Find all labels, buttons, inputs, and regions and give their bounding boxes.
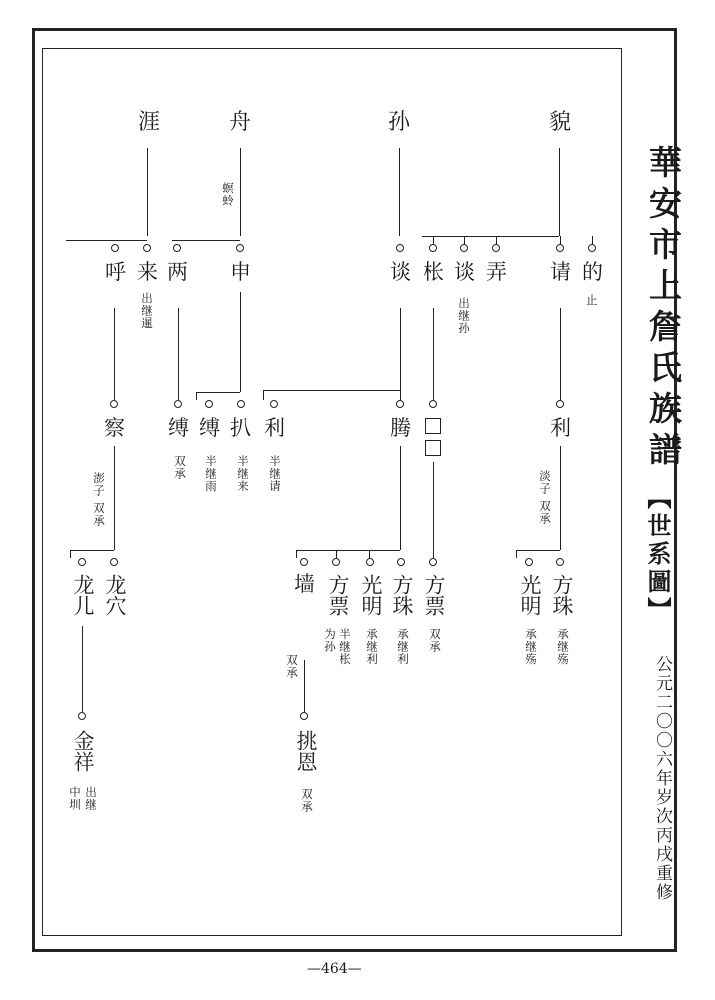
name-tiaoen: 挑恩 [294, 730, 318, 772]
name-jinxiang: 金祥 [71, 730, 95, 772]
name-nong: 弄 [486, 260, 507, 284]
note-li1-b: 双承 [538, 500, 552, 525]
line [400, 390, 401, 400]
name-longer: 龙儿 [71, 574, 95, 616]
note-tiaoen: 双承 [300, 788, 314, 813]
note-lai: 出继暹 [140, 292, 154, 330]
line [516, 550, 560, 551]
node-jinxiang [78, 712, 86, 720]
line [422, 236, 559, 237]
revision-date: 公元二〇〇六年岁次丙戌重修 [652, 655, 672, 902]
name-fangpiao1: 方票 [422, 574, 446, 616]
line [304, 660, 305, 712]
inner-frame [42, 48, 622, 936]
node-nong [492, 244, 500, 252]
node-liang [173, 244, 181, 252]
section-title: 【世系圖】 [643, 485, 672, 625]
line [240, 292, 241, 392]
note-tan2: 出继孙 [457, 297, 471, 335]
line [560, 446, 561, 550]
line [516, 550, 517, 558]
note-guangming1: 承继殇 [524, 628, 538, 666]
line [178, 308, 179, 400]
node-li1 [556, 400, 564, 408]
node-tiaoen [300, 712, 308, 720]
name-longxue: 龙穴 [103, 574, 127, 616]
note-fangpiao2-a: 半继枨 [338, 628, 352, 666]
line [70, 550, 114, 551]
line [172, 240, 240, 241]
gen0-sun: 孙 [388, 110, 411, 135]
node-box [429, 400, 437, 408]
line [196, 392, 197, 400]
name-guangming2: 光明 [359, 574, 383, 616]
name-li2: 利 [264, 416, 285, 440]
blank-box-1 [425, 418, 441, 434]
line [263, 390, 400, 391]
name-fu2: 缚 [168, 416, 189, 440]
note-guangming2: 承继利 [365, 628, 379, 666]
node-guangming1 [525, 558, 533, 566]
node-kou [237, 400, 245, 408]
line [560, 308, 561, 400]
gen0-zhou: 舟 [229, 110, 252, 135]
name-li1: 利 [550, 416, 571, 440]
line [399, 148, 400, 236]
name-guangming1: 光明 [518, 574, 542, 616]
line [496, 236, 497, 244]
blank-box-2 [425, 440, 441, 456]
note-tiaoen-top: 双承 [285, 654, 299, 679]
name-fu1: 缚 [199, 416, 220, 440]
line [70, 550, 71, 558]
node-fu2 [174, 400, 182, 408]
node-fangzhu2 [397, 558, 405, 566]
node-longxue [110, 558, 118, 566]
name-fangpiao2: 方票 [326, 574, 350, 616]
line [592, 236, 593, 244]
line [560, 236, 561, 244]
line [400, 446, 401, 550]
note-li1-a: 淡子 [538, 470, 552, 495]
note-cha-a: 澎子 [92, 472, 106, 497]
node-lai [143, 244, 151, 252]
book-title: 華安市上詹氏族譜 [644, 145, 683, 473]
line [336, 550, 337, 558]
name-tan1: 谈 [390, 260, 411, 284]
name-kou: 扒 [230, 416, 251, 440]
note-fu1: 半继雨 [204, 455, 218, 493]
node-fu1 [205, 400, 213, 408]
page-number: —464— [307, 961, 362, 977]
line [400, 308, 401, 390]
name-liang: 两 [167, 260, 188, 284]
note-fangpiao2-b: 为孙 [323, 628, 337, 653]
note-fangzhu1: 承继殇 [556, 628, 570, 666]
line [114, 446, 115, 550]
line [66, 240, 147, 241]
name-de: 的 [582, 260, 603, 284]
note-cha-b: 双承 [92, 502, 106, 527]
name-lai: 来 [137, 260, 158, 284]
note-kou: 半继来 [236, 455, 250, 493]
line [263, 390, 264, 400]
note-li2: 半继请 [268, 455, 282, 493]
gen0-mao: 貌 [549, 110, 572, 135]
node-fangzhu1 [556, 558, 564, 566]
node-teng [396, 400, 404, 408]
note-de-zhi: 止 [586, 293, 598, 307]
line [433, 308, 434, 400]
line [433, 462, 434, 558]
line [559, 148, 560, 236]
line [296, 550, 297, 558]
node-chen [429, 244, 437, 252]
node-tan2 [460, 244, 468, 252]
name-teng: 腾 [390, 416, 411, 440]
node-shen [236, 244, 244, 252]
line [464, 236, 465, 244]
line [369, 550, 370, 558]
node-fangpiao2 [332, 558, 340, 566]
note-fangpiao1: 双承 [428, 628, 442, 653]
line [296, 550, 400, 551]
node-qiang [300, 558, 308, 566]
node-hu [111, 244, 119, 252]
gen0-ya: 涯 [138, 110, 161, 135]
node-tan1 [396, 244, 404, 252]
node-de [588, 244, 596, 252]
node-qing [556, 244, 564, 252]
note-jinxiang-a: 出继 [84, 786, 98, 811]
note-fangzhu2: 承继利 [396, 628, 410, 666]
node-li2 [270, 400, 278, 408]
name-cha: 察 [104, 416, 125, 440]
name-fangzhu2: 方珠 [390, 574, 414, 616]
name-shen: 申 [230, 260, 251, 284]
node-guangming2 [366, 558, 374, 566]
line [82, 626, 83, 712]
name-qiang: 墙 [294, 572, 315, 596]
node-cha [110, 400, 118, 408]
name-fangzhu1: 方珠 [550, 574, 574, 616]
name-hu: 呼 [105, 260, 126, 284]
line [433, 236, 434, 244]
node-longer [78, 558, 86, 566]
line [196, 392, 240, 393]
name-chen: 枨 [423, 260, 444, 284]
line [147, 148, 148, 236]
line [114, 308, 115, 400]
name-tan2: 谈 [454, 260, 475, 284]
node-fangpiao1 [429, 558, 437, 566]
note-shen-top: 螟蛉 [221, 182, 235, 207]
name-qing: 请 [550, 260, 571, 284]
note-jinxiang-b: 中圳 [68, 786, 82, 811]
line [240, 148, 241, 236]
note-fu2: 双承 [173, 455, 187, 480]
